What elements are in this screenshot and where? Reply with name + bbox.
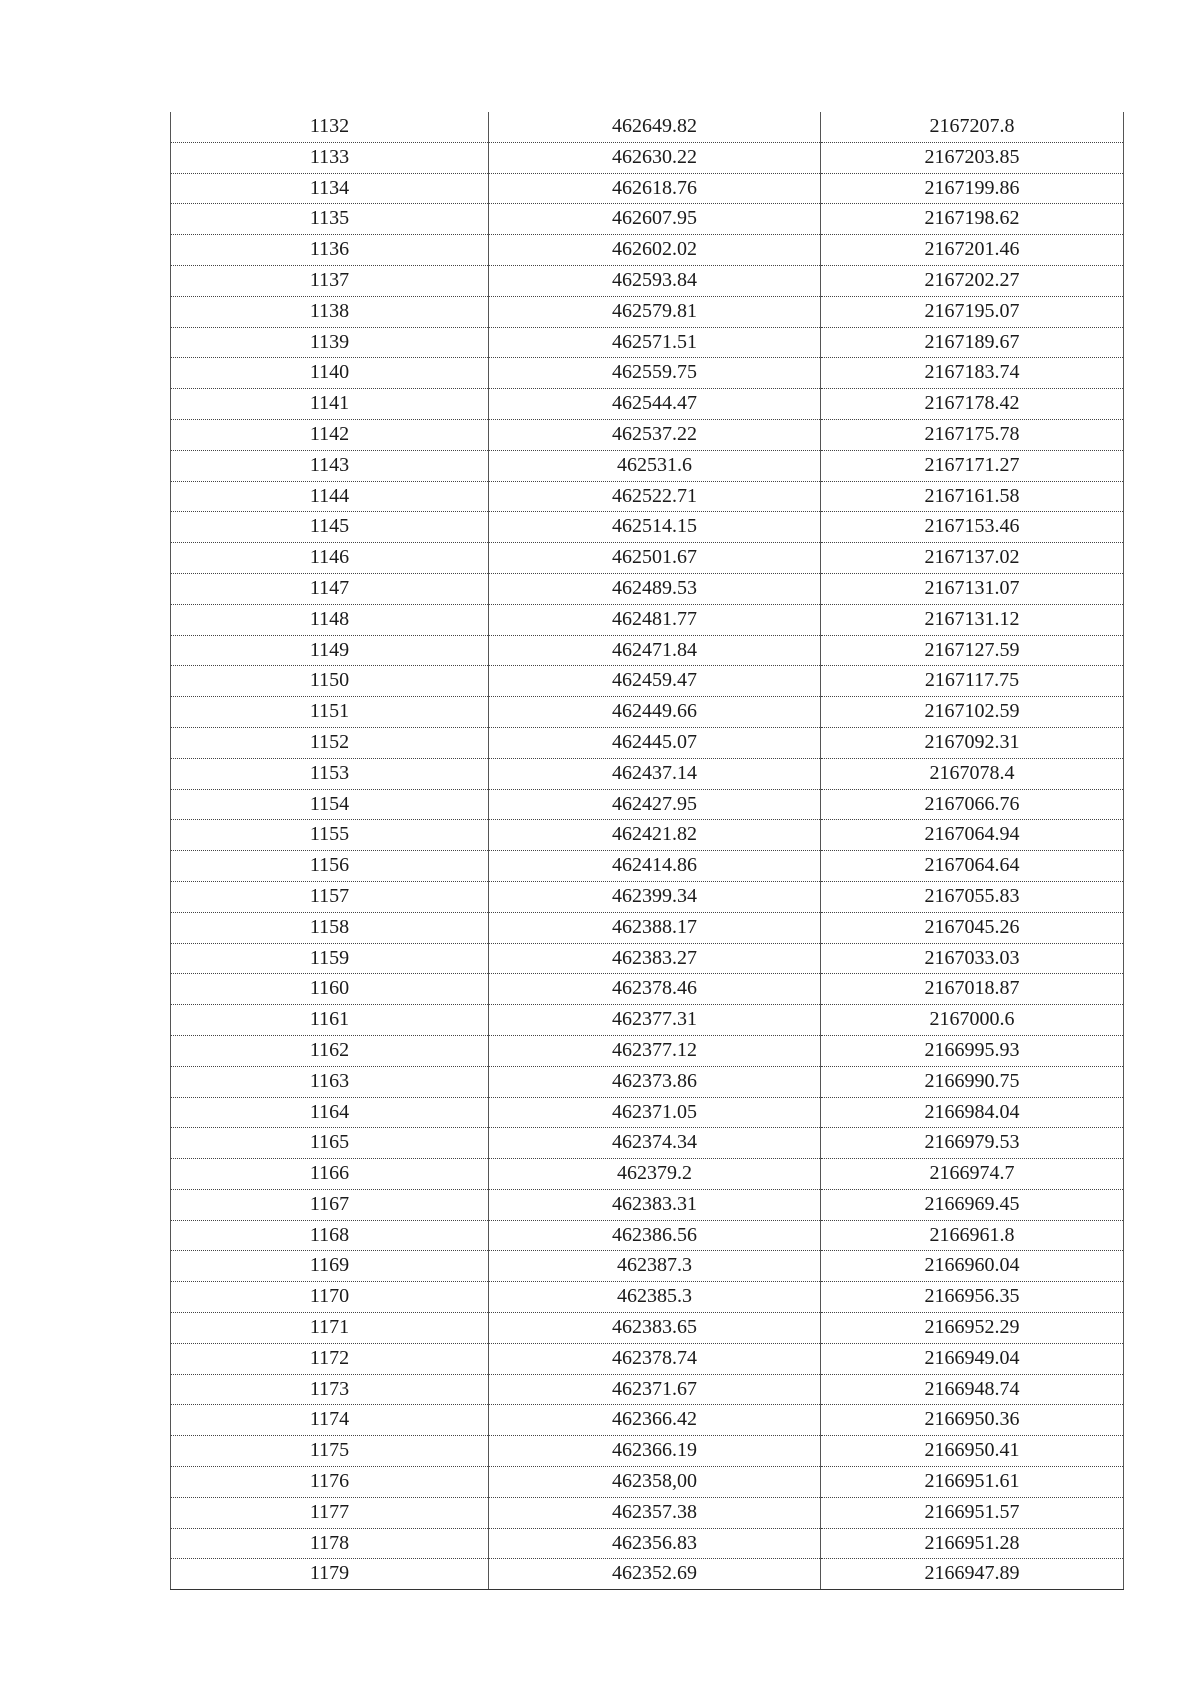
- table-row: [171, 943, 1124, 974]
- point-number: 1169: [171, 1251, 489, 1282]
- y-coordinate: 2167033.03: [821, 943, 1124, 974]
- y-coordinate: 2167055.83: [821, 881, 1124, 912]
- y-coordinate: 2166961.8: [821, 1220, 1124, 1251]
- y-coordinate: 2167189.67: [821, 327, 1124, 358]
- point-number: 1177: [171, 1497, 489, 1528]
- x-coordinate: 462383.27: [489, 943, 821, 974]
- point-number: 1134: [171, 173, 489, 204]
- x-coordinate: 462385.3: [489, 1282, 821, 1313]
- table-row: [171, 851, 1124, 882]
- table-row: [171, 1374, 1124, 1405]
- table-row: [171, 573, 1124, 604]
- point-number: 1174: [171, 1405, 489, 1436]
- point-number: 1150: [171, 666, 489, 697]
- point-number: 1171: [171, 1313, 489, 1344]
- coordinate-table: [170, 112, 1124, 1590]
- table-row: [171, 543, 1124, 574]
- x-coordinate: 462374.34: [489, 1128, 821, 1159]
- x-coordinate: 462449.66: [489, 697, 821, 728]
- table-row: [171, 450, 1124, 481]
- point-number: 1156: [171, 851, 489, 882]
- y-coordinate: 2166948.74: [821, 1374, 1124, 1405]
- x-coordinate: 462489.53: [489, 573, 821, 604]
- x-coordinate: 462371.67: [489, 1374, 821, 1405]
- y-coordinate: 2166949.04: [821, 1343, 1124, 1374]
- point-number: 1140: [171, 358, 489, 389]
- y-coordinate: 2166969.45: [821, 1189, 1124, 1220]
- x-coordinate: 462602.02: [489, 235, 821, 266]
- table-row: [171, 265, 1124, 296]
- table-row: [171, 1313, 1124, 1344]
- x-coordinate: 462514.15: [489, 512, 821, 543]
- x-coordinate: 462571.51: [489, 327, 821, 358]
- y-coordinate: 2166951.61: [821, 1467, 1124, 1498]
- y-coordinate: 2167153.46: [821, 512, 1124, 543]
- point-number: 1145: [171, 512, 489, 543]
- table-row: [171, 974, 1124, 1005]
- table-row: [171, 481, 1124, 512]
- table-row: [171, 1005, 1124, 1036]
- x-coordinate: 462593.84: [489, 265, 821, 296]
- x-coordinate: 462481.77: [489, 604, 821, 635]
- point-number: 1152: [171, 727, 489, 758]
- x-coordinate: 462352.69: [489, 1559, 821, 1590]
- y-coordinate: 2167183.74: [821, 358, 1124, 389]
- x-coordinate: 462399.34: [489, 881, 821, 912]
- point-number: 1173: [171, 1374, 489, 1405]
- y-coordinate: 2167178.42: [821, 389, 1124, 420]
- y-coordinate: 2167117.75: [821, 666, 1124, 697]
- y-coordinate: 2167127.59: [821, 635, 1124, 666]
- x-coordinate: 462559.75: [489, 358, 821, 389]
- table-row: [171, 1343, 1124, 1374]
- y-coordinate: 2167201.46: [821, 235, 1124, 266]
- point-number: 1167: [171, 1189, 489, 1220]
- y-coordinate: 2167198.62: [821, 204, 1124, 235]
- x-coordinate: 462388.17: [489, 912, 821, 943]
- table-row: [171, 1559, 1124, 1590]
- table-row: [171, 512, 1124, 543]
- y-coordinate: 2167202.27: [821, 265, 1124, 296]
- x-coordinate: 462378.46: [489, 974, 821, 1005]
- y-coordinate: 2167066.76: [821, 789, 1124, 820]
- x-coordinate: 462373.86: [489, 1066, 821, 1097]
- x-coordinate: 462607.95: [489, 204, 821, 235]
- table-row: [171, 1405, 1124, 1436]
- x-coordinate: 462377.12: [489, 1035, 821, 1066]
- coordinate-table-body: [171, 112, 1124, 1590]
- x-coordinate: 462357.38: [489, 1497, 821, 1528]
- point-number: 1161: [171, 1005, 489, 1036]
- point-number: 1154: [171, 789, 489, 820]
- x-coordinate: 462618.76: [489, 173, 821, 204]
- point-number: 1146: [171, 543, 489, 574]
- point-number: 1147: [171, 573, 489, 604]
- table-row: [171, 1035, 1124, 1066]
- table-row: [171, 635, 1124, 666]
- y-coordinate: 2167207.8: [821, 112, 1124, 142]
- y-coordinate: 2166995.93: [821, 1035, 1124, 1066]
- x-coordinate: 462437.14: [489, 758, 821, 789]
- point-number: 1136: [171, 235, 489, 266]
- y-coordinate: 2167175.78: [821, 419, 1124, 450]
- y-coordinate: 2167092.31: [821, 727, 1124, 758]
- y-coordinate: 2166951.57: [821, 1497, 1124, 1528]
- x-coordinate: 462414.86: [489, 851, 821, 882]
- y-coordinate: 2167131.07: [821, 573, 1124, 604]
- table-row: [171, 697, 1124, 728]
- point-number: 1137: [171, 265, 489, 296]
- table-row: [171, 912, 1124, 943]
- point-number: 1160: [171, 974, 489, 1005]
- x-coordinate: 462579.81: [489, 296, 821, 327]
- y-coordinate: 2166956.35: [821, 1282, 1124, 1313]
- x-coordinate: 462383.65: [489, 1313, 821, 1344]
- table-row: [171, 666, 1124, 697]
- table-row: [171, 881, 1124, 912]
- table-row: [171, 1220, 1124, 1251]
- point-number: 1155: [171, 820, 489, 851]
- point-number: 1166: [171, 1159, 489, 1190]
- x-coordinate: 462387.3: [489, 1251, 821, 1282]
- y-coordinate: 2167000.6: [821, 1005, 1124, 1036]
- y-coordinate: 2166990.75: [821, 1066, 1124, 1097]
- x-coordinate: 462371.05: [489, 1097, 821, 1128]
- point-number: 1151: [171, 697, 489, 728]
- table-row: [171, 235, 1124, 266]
- point-number: 1143: [171, 450, 489, 481]
- y-coordinate: 2166984.04: [821, 1097, 1124, 1128]
- x-coordinate: 462501.67: [489, 543, 821, 574]
- y-coordinate: 2166974.7: [821, 1159, 1124, 1190]
- point-number: 1132: [171, 112, 489, 142]
- point-number: 1133: [171, 142, 489, 173]
- table-row: [171, 112, 1124, 142]
- y-coordinate: 2167195.07: [821, 296, 1124, 327]
- y-coordinate: 2166951.28: [821, 1528, 1124, 1559]
- x-coordinate: 462445.07: [489, 727, 821, 758]
- y-coordinate: 2166950.36: [821, 1405, 1124, 1436]
- point-number: 1178: [171, 1528, 489, 1559]
- y-coordinate: 2166952.29: [821, 1313, 1124, 1344]
- table-row: [171, 1528, 1124, 1559]
- table-row: [171, 1066, 1124, 1097]
- table-row: [171, 173, 1124, 204]
- point-number: 1157: [171, 881, 489, 912]
- y-coordinate: 2167045.26: [821, 912, 1124, 943]
- table-row: [171, 1159, 1124, 1190]
- point-number: 1144: [171, 481, 489, 512]
- x-coordinate: 462366.42: [489, 1405, 821, 1436]
- table-row: [171, 1467, 1124, 1498]
- point-number: 1170: [171, 1282, 489, 1313]
- table-row: [171, 1282, 1124, 1313]
- y-coordinate: 2166947.89: [821, 1559, 1124, 1590]
- y-coordinate: 2167064.64: [821, 851, 1124, 882]
- table-row: [171, 327, 1124, 358]
- y-coordinate: 2167064.94: [821, 820, 1124, 851]
- table-row: [171, 1189, 1124, 1220]
- x-coordinate: 462471.84: [489, 635, 821, 666]
- point-number: 1149: [171, 635, 489, 666]
- x-coordinate: 462421.82: [489, 820, 821, 851]
- point-number: 1162: [171, 1035, 489, 1066]
- point-number: 1164: [171, 1097, 489, 1128]
- point-number: 1142: [171, 419, 489, 450]
- y-coordinate: 2167161.58: [821, 481, 1124, 512]
- y-coordinate: 2167102.59: [821, 697, 1124, 728]
- y-coordinate: 2167131.12: [821, 604, 1124, 635]
- x-coordinate: 462459.47: [489, 666, 821, 697]
- table-row: [171, 142, 1124, 173]
- point-number: 1139: [171, 327, 489, 358]
- y-coordinate: 2167018.87: [821, 974, 1124, 1005]
- table-row: [171, 389, 1124, 420]
- point-number: 1148: [171, 604, 489, 635]
- table-row: [171, 1251, 1124, 1282]
- x-coordinate: 462649.82: [489, 112, 821, 142]
- x-coordinate: 462366.19: [489, 1436, 821, 1467]
- point-number: 1179: [171, 1559, 489, 1590]
- table-row: [171, 1097, 1124, 1128]
- point-number: 1175: [171, 1436, 489, 1467]
- y-coordinate: 2167199.86: [821, 173, 1124, 204]
- x-coordinate: 462379.2: [489, 1159, 821, 1190]
- point-number: 1172: [171, 1343, 489, 1374]
- y-coordinate: 2167137.02: [821, 543, 1124, 574]
- point-number: 1153: [171, 758, 489, 789]
- table-row: [171, 204, 1124, 235]
- x-coordinate: 462544.47: [489, 389, 821, 420]
- y-coordinate: 2166960.04: [821, 1251, 1124, 1282]
- point-number: 1176: [171, 1467, 489, 1498]
- table-row: [171, 604, 1124, 635]
- x-coordinate: 462383.31: [489, 1189, 821, 1220]
- point-number: 1168: [171, 1220, 489, 1251]
- x-coordinate: 462377.31: [489, 1005, 821, 1036]
- y-coordinate: 2166979.53: [821, 1128, 1124, 1159]
- point-number: 1135: [171, 204, 489, 235]
- table-row: [171, 419, 1124, 450]
- table-row: [171, 1436, 1124, 1467]
- y-coordinate: 2167171.27: [821, 450, 1124, 481]
- point-number: 1159: [171, 943, 489, 974]
- table-row: [171, 296, 1124, 327]
- x-coordinate: 462537.22: [489, 419, 821, 450]
- table-row: [171, 727, 1124, 758]
- point-number: 1141: [171, 389, 489, 420]
- table-row: [171, 789, 1124, 820]
- y-coordinate: 2167078.4: [821, 758, 1124, 789]
- point-number: 1165: [171, 1128, 489, 1159]
- point-number: 1138: [171, 296, 489, 327]
- y-coordinate: 2166950.41: [821, 1436, 1124, 1467]
- table-row: [171, 358, 1124, 389]
- point-number: 1163: [171, 1066, 489, 1097]
- x-coordinate: 462427.95: [489, 789, 821, 820]
- table-row: [171, 758, 1124, 789]
- table-row: [171, 1497, 1124, 1528]
- point-number: 1158: [171, 912, 489, 943]
- x-coordinate: 462386.56: [489, 1220, 821, 1251]
- x-coordinate: 462531.6: [489, 450, 821, 481]
- x-coordinate: 462358,00: [489, 1467, 821, 1498]
- y-coordinate: 2167203.85: [821, 142, 1124, 173]
- x-coordinate: 462630.22: [489, 142, 821, 173]
- x-coordinate: 462378.74: [489, 1343, 821, 1374]
- x-coordinate: 462356.83: [489, 1528, 821, 1559]
- table-row: [171, 1128, 1124, 1159]
- x-coordinate: 462522.71: [489, 481, 821, 512]
- table-row: [171, 820, 1124, 851]
